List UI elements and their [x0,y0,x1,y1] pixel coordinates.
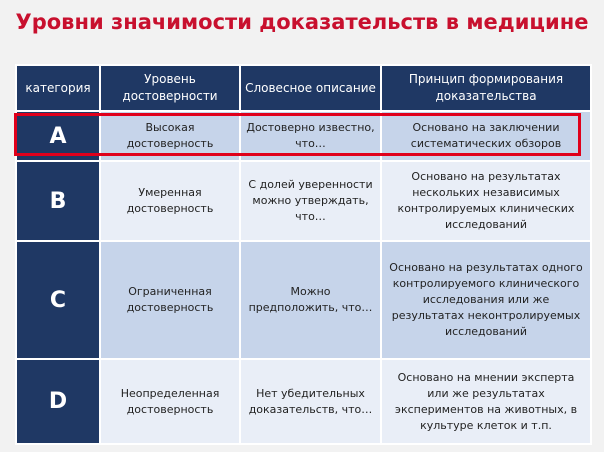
level-cell: Высокая достоверность [100,111,240,161]
principle-cell: Основано на мнении эксперта или же результатах экспериментов на животных, в культуре клеток и т.п. [381,359,591,444]
category-cell: D [16,359,100,444]
header-category: категория [16,65,100,111]
header-principle: Принцип формирования доказательства [381,65,591,111]
header-description: Словесное описание [240,65,381,111]
table-row [16,161,591,241]
table-row [16,111,591,161]
table-row [16,241,591,359]
category-cell: C [16,241,100,359]
header-level: Уровень достоверности [100,65,240,111]
description-cell: Можно предположить, что… [240,241,381,359]
level-cell: Неопределенная достоверность [100,359,240,444]
level-cell: Умеренная достоверность [100,161,240,241]
description-cell: Нет убедительных доказательств, что… [240,359,381,444]
category-cell: A [16,111,100,161]
table-row [16,359,591,444]
level-cell: Ограниченная достоверность [100,241,240,359]
category-cell: B [16,161,100,241]
evidence-levels-table [15,64,592,445]
table-header-row [16,65,591,111]
description-cell: Достоверно известно, что… [240,111,381,161]
principle-cell: Основано на заключении систематических обзоров [381,111,591,161]
principle-cell: Основано на результатах одного контролируемого клинического исследования или же результатах неконтролируемых исследований [381,241,591,359]
description-cell: С долей уверенности можно утверждать, что… [240,161,381,241]
page-title: Уровни значимости доказательств в медицине [15,10,589,34]
principle-cell: Основано на результатах нескольких независимых контролируемых клинических исследований [381,161,591,241]
